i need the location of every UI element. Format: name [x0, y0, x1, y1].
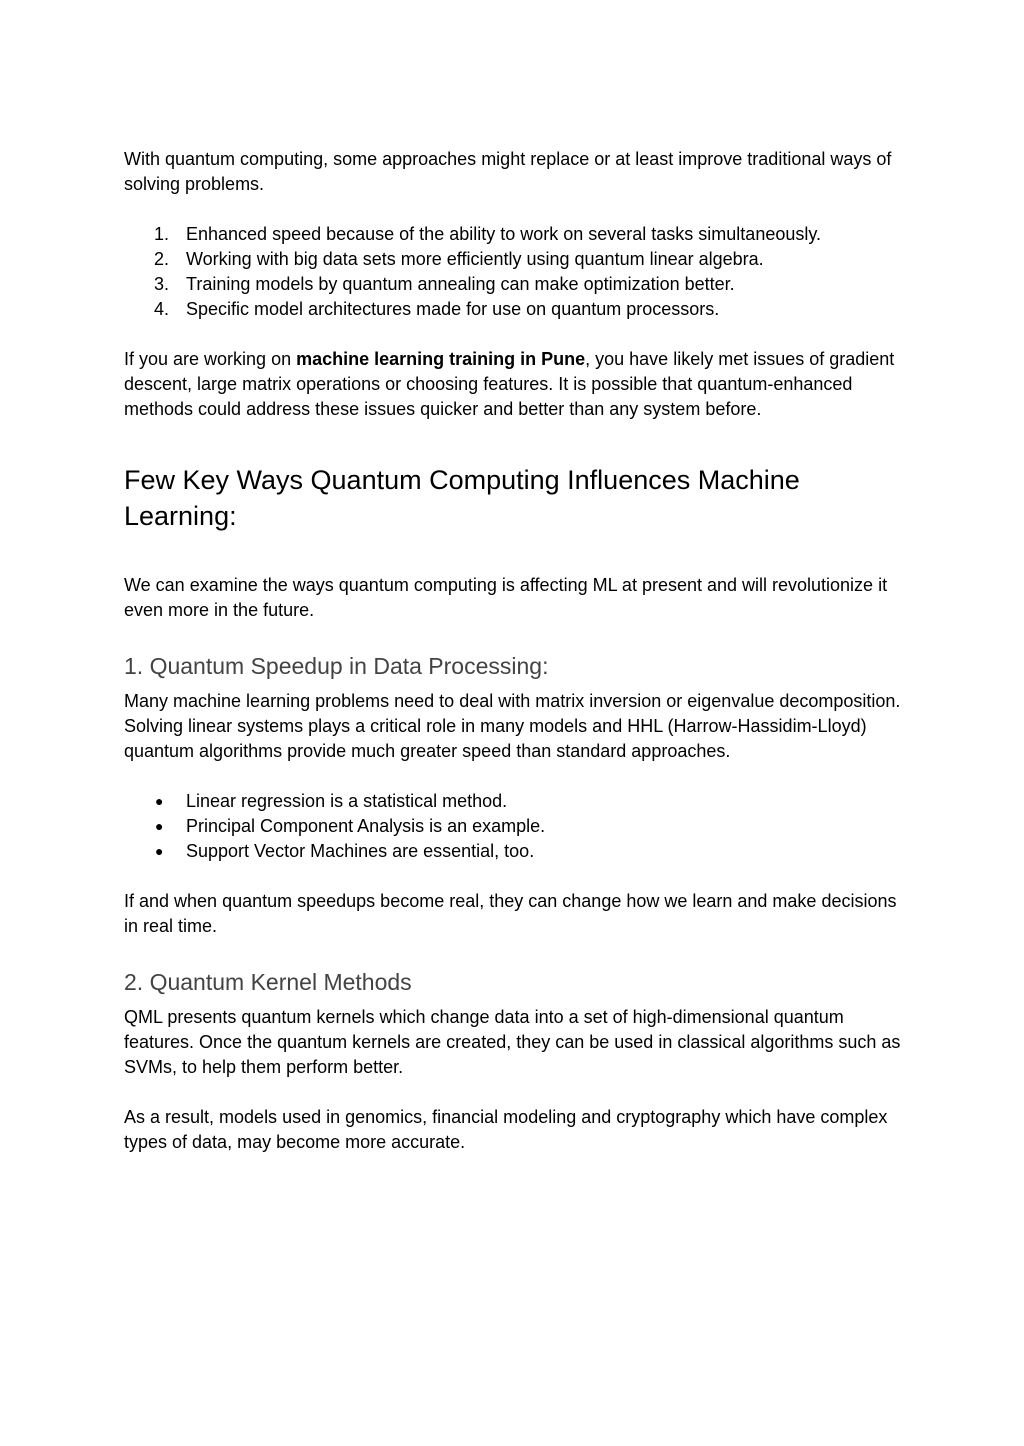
section1-closing: If and when quantum speedups become real, they can change how we learn and make decisions in real time.: [124, 891, 897, 936]
bullet-glyph: ●: [155, 793, 164, 809]
list-item: [124, 297, 904, 322]
list-item: [124, 789, 904, 814]
list-item-text: Linear regression is a statistical method.: [186, 791, 508, 811]
list-number: 1.: [154, 224, 170, 244]
list-number: 2.: [154, 249, 170, 269]
heading-intro-paragraph: We can examine the ways quantum computing is affecting ML at present and will revolutionize it even more in the future.: [124, 575, 888, 620]
list-item: [124, 839, 904, 864]
list-item-text: Working with big data sets more efficiently using quantum linear algebra.: [186, 249, 764, 269]
pune-suffix: , you have likely met issues of gradient descent, large matrix operations or choosing features. It is possible that quantum-enhanced methods could address these issues quicker and better than any system before.: [124, 349, 895, 419]
benefits-list: [124, 222, 904, 322]
list-item-text: Specific model architectures made for use on quantum processors.: [186, 299, 720, 319]
bullet-glyph: ●: [155, 843, 164, 859]
intro-paragraph: With quantum computing, some approaches might replace or at least improve traditional ways of solving problems.: [124, 149, 892, 194]
list-number: 3.: [154, 274, 170, 294]
section1-title: 1. Quantum Speedup in Data Processing:: [124, 653, 549, 679]
list-item-text: Training models by quantum annealing can make optimization better.: [186, 274, 735, 294]
list-item: [124, 272, 904, 297]
main-heading: Few Key Ways Quantum Computing Influences Machine Learning:: [124, 465, 800, 531]
section1-bullet-list: [124, 789, 904, 864]
list-item-text: Principal Component Analysis is an example.: [186, 816, 546, 836]
section2-body: QML presents quantum kernels which change data into a set of high-dimensional quantum features. Once the quantum kernels are created, they can be used in classical algorithms such as SVMs, to help them perform better.: [124, 1007, 901, 1077]
list-item: [124, 222, 904, 247]
list-item-text: Support Vector Machines are essential, too.: [186, 841, 535, 861]
list-item-text: Enhanced speed because of the ability to work on several tasks simultaneously.: [186, 224, 822, 244]
list-number: 4.: [154, 299, 170, 319]
pune-bold-phrase: machine learning training in Pune: [296, 349, 586, 369]
pune-paragraph: [124, 347, 904, 422]
bullet-glyph: ●: [155, 818, 164, 834]
section2-closing: As a result, models used in genomics, financial modeling and cryptography which have complex types of data, may become more accurate.: [124, 1107, 888, 1152]
section2-title: 2. Quantum Kernel Methods: [124, 969, 412, 995]
document-page: [124, 147, 904, 1155]
list-item: [124, 247, 904, 272]
list-item: [124, 814, 904, 839]
section1-body: Many machine learning problems need to deal with matrix inversion or eigenvalue decomposition. Solving linear systems plays a critical role in many models and HHL (Harrow-Hassidim-Lloyd) quantum algorithms provide much greater speed than standard approaches.: [124, 691, 901, 761]
pune-prefix: If you are working on: [124, 349, 297, 369]
